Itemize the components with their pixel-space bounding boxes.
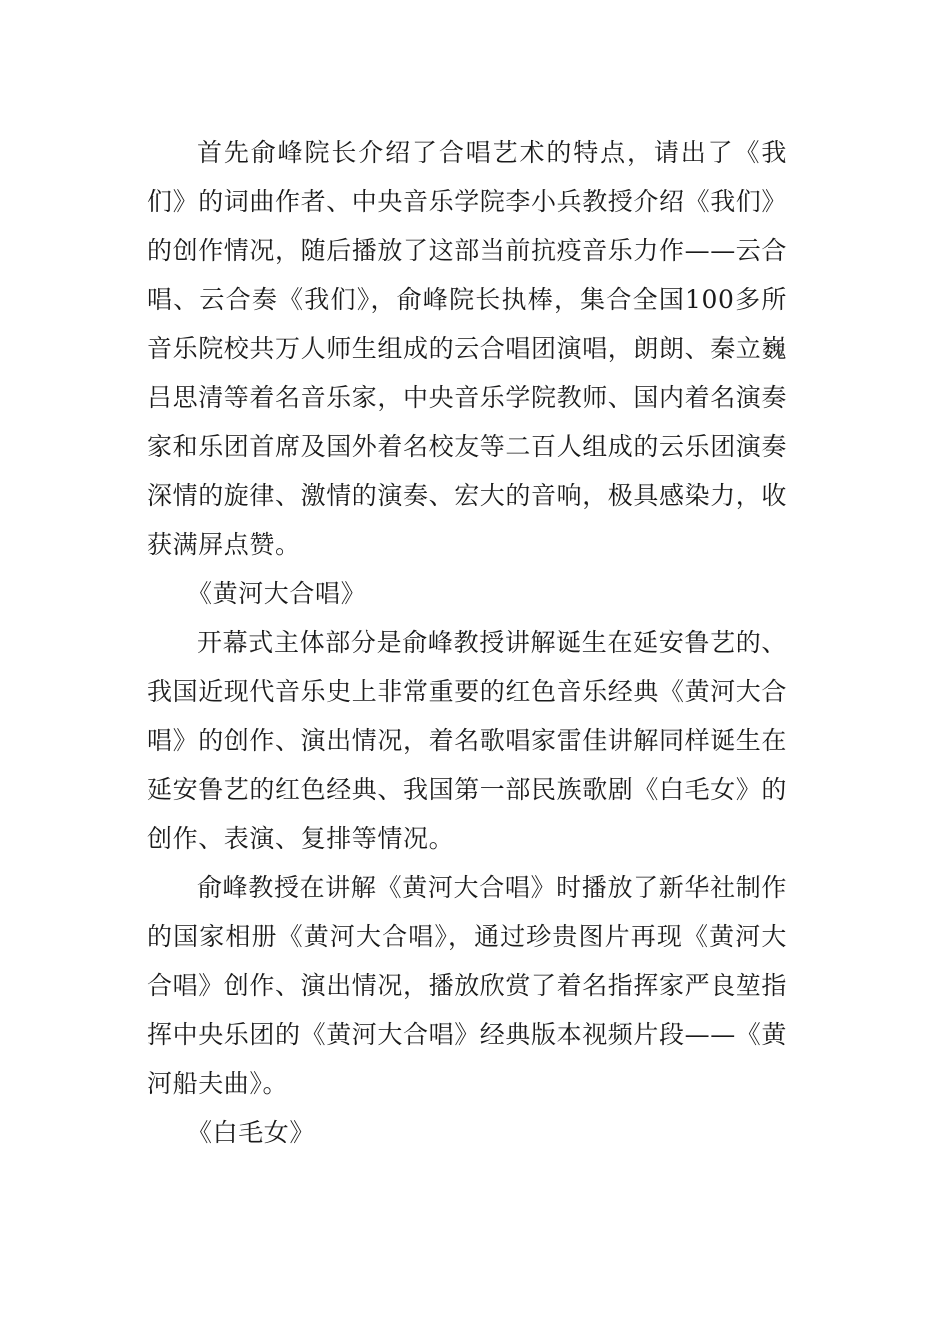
paragraph-1: 首先俞峰院长介绍了合唱艺术的特点，请出了《我们》的词曲作者、中央音乐学院李小兵教授介绍《我们》的创作情况，随后播放了这部当前抗疫音乐力作——云合唱、云合奏《我们》，俞峰院长执棒，集合全国100多所音乐院校共万人师生组成的云合唱团演唱，朗朗、秦立巍吕思清等着名音乐家，中央音乐学院教师、国内着名演奏家和乐团首席及国外着名校友等二百人组成的云乐团演奏深情的旋律、激情的演奏、宏大的音响，极具感染力，收获满屏点赞。 bbox=[147, 138, 788, 559]
section-heading-yellow-river-cantata: 《黄河大合唱》 bbox=[187, 579, 367, 608]
document-body bbox=[147, 128, 787, 1157]
paragraph-2: 开幕式主体部分是俞峰教授讲解诞生在延安鲁艺的、我国近现代音乐史上非常重要的红色音乐经典《黄河大合唱》的创作、演出情况，着名歌唱家雷佳讲解同样诞生在延安鲁艺的红色经典、我国第一部民族歌剧《白毛女》的创作、表演、复排等情况。 bbox=[147, 628, 788, 853]
section-heading-white-haired-girl: 《白毛女》 bbox=[187, 1118, 316, 1147]
paragraph-3: 俞峰教授在讲解《黄河大合唱》时播放了新华社制作的国家相册《黄河大合唱》，通过珍贵图片再现《黄河大合唱》创作、演出情况，播放欣赏了着名指挥家严良堃指挥中央乐团的《黄河大合唱》经典版本视频片段——《黄河船夫曲》。 bbox=[147, 873, 788, 1098]
